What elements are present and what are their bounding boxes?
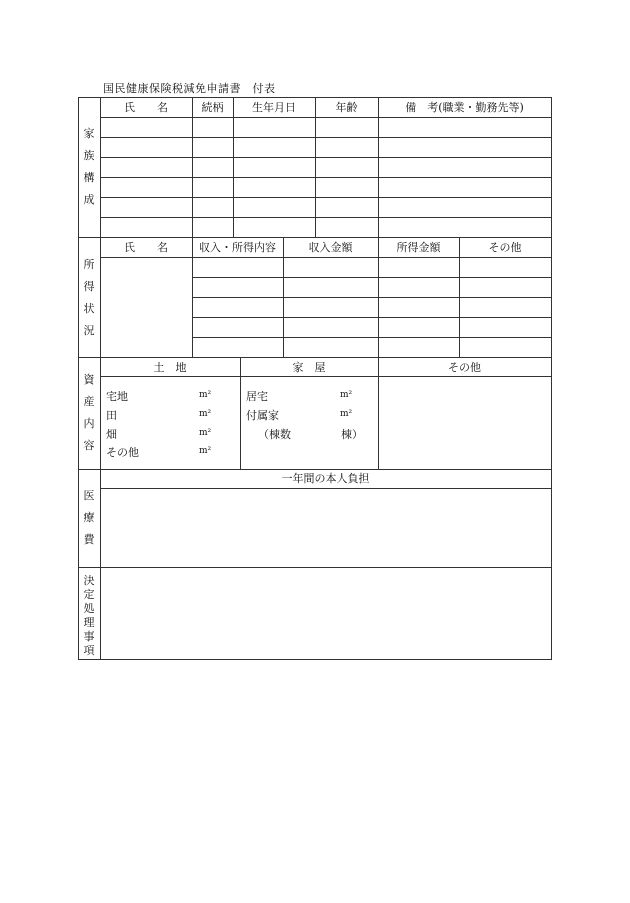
income-header-other: その他	[488, 241, 522, 254]
land-item-paddy: 田	[106, 409, 117, 422]
assets-side-label: 資 産 内 容	[83, 373, 95, 452]
land-unit: m²	[199, 446, 212, 456]
assets-header-land: 土 地	[153, 361, 187, 374]
income-side-label: 所 得 状 況	[83, 258, 95, 337]
house-item-annex: 付属家	[246, 409, 279, 422]
family-header-age: 年齢	[335, 101, 358, 114]
frame-right	[551, 97, 552, 660]
section-divider-assets	[78, 469, 552, 470]
family-header-birthdate: 生年月日	[252, 101, 296, 114]
land-item-other: その他	[106, 446, 139, 459]
family-header-name: 氏 名	[124, 101, 168, 114]
land-unit: m²	[199, 390, 212, 400]
section-divider-family	[78, 237, 552, 238]
frame-bottom	[78, 659, 552, 660]
family-side-label: 家 族 構 成	[83, 127, 95, 206]
income-header-income: 所得金額	[396, 241, 441, 254]
family-header-relation: 続柄	[201, 101, 224, 114]
income-header-name: 氏 名	[124, 241, 168, 254]
medical-side-label: 医 療 費	[83, 489, 95, 546]
assets-header-house: 家 屋	[292, 361, 326, 374]
side-label-divider	[100, 97, 101, 660]
section-divider-income	[78, 357, 552, 358]
house-count-unit: 棟）	[341, 428, 363, 441]
land-unit: m²	[199, 428, 212, 438]
decision-side-label: 決 定 処 理 事 項	[83, 574, 95, 657]
income-header-content: 収入・所得内容	[199, 241, 276, 254]
house-unit: m²	[340, 390, 353, 400]
land-item-field: 畑	[106, 428, 117, 441]
income-header-revenue: 収入金額	[308, 241, 353, 254]
land-unit: m²	[199, 409, 212, 419]
house-unit: m²	[340, 409, 353, 419]
section-divider-medical	[78, 567, 552, 568]
house-item-residence: 居宅	[246, 390, 268, 403]
land-item-residential: 宅地	[106, 390, 128, 403]
medical-header: 一年間の本人負担	[281, 472, 370, 485]
family-header-remarks: 備 考(職業・勤務先等)	[405, 101, 524, 114]
assets-header-other: その他	[448, 361, 481, 374]
document-title: 国民健康保険税減免申請書 付表	[103, 82, 276, 95]
house-count-label: （棟数	[258, 428, 291, 441]
